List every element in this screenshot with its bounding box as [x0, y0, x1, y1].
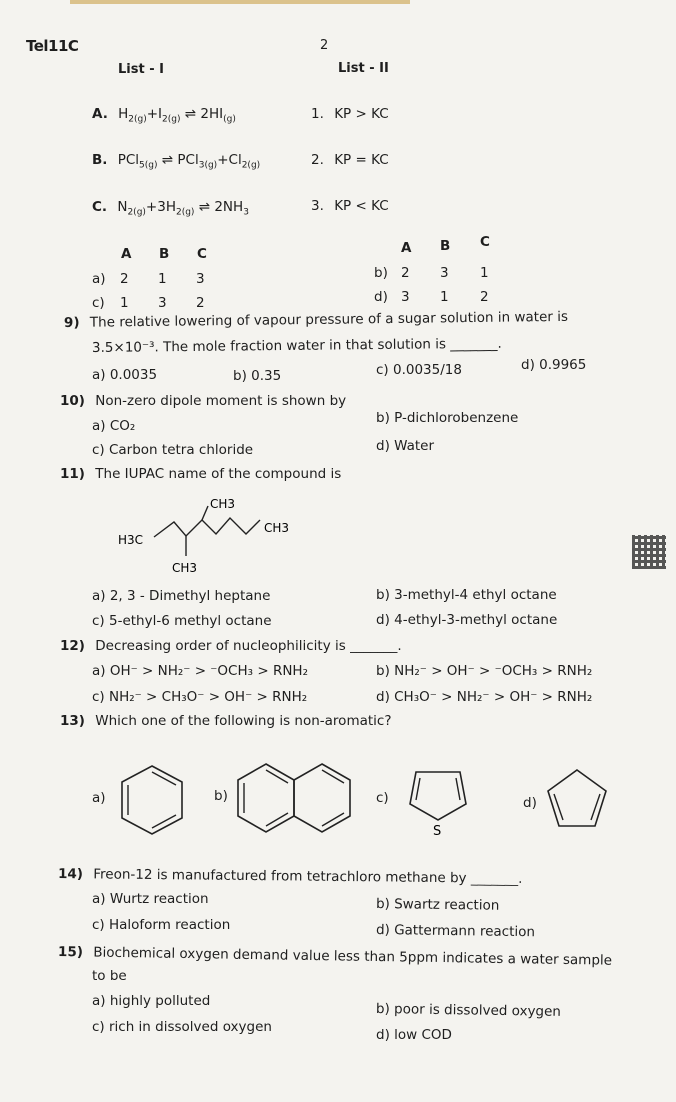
- option-label: d): [374, 289, 388, 305]
- reaction-c: $N_{2(g)}+3H_{2(g)}$ ⇌ $2NH_3$: [117, 199, 249, 218]
- question-number: 9): [63, 314, 80, 331]
- code-value: 1: [480, 265, 489, 281]
- col-a-head: A: [401, 240, 412, 256]
- relation-text: KP = KC: [334, 152, 389, 168]
- q15-option-c[interactable]: c) rich in dissolved oxygen: [92, 1019, 272, 1035]
- sulfur-atom-label: S: [433, 824, 442, 838]
- code-value: 3: [440, 265, 449, 281]
- question-14: [58, 866, 523, 887]
- row-letter: C.: [92, 199, 108, 215]
- option-c-code[interactable]: [92, 295, 205, 311]
- relation-text: KP > KC: [334, 106, 389, 122]
- relation-text: KP < KC: [334, 198, 389, 214]
- thiophene-structure[interactable]: [406, 762, 470, 838]
- reaction-a: $H_{2(g)}+I_{2(g)}$ ⇌ $2HI_{(g)}$: [118, 106, 236, 125]
- option-label: b): [374, 265, 388, 281]
- q13-option-d-label[interactable]: d): [523, 795, 537, 811]
- code-value: 2: [120, 271, 129, 287]
- code-value: 2: [480, 289, 489, 305]
- q10-option-d[interactable]: d) Water: [376, 438, 435, 454]
- paper-code: Tel11C: [26, 37, 79, 55]
- col-c-head: C: [480, 234, 490, 250]
- option-label: a): [92, 271, 106, 287]
- question-11: [60, 466, 341, 482]
- question-text: Decreasing order of nucleophilicity is _______.: [95, 638, 402, 654]
- q12-option-d[interactable]: d) CH₃O⁻ > NH₂⁻ > OH⁻ > RNH₂: [376, 689, 593, 705]
- question-text: The IUPAC name of the compound is: [95, 466, 342, 482]
- option-d-code[interactable]: [374, 289, 489, 305]
- q15-option-b[interactable]: b) poor is dissolved oxygen: [375, 1001, 562, 1020]
- question-number: 10): [60, 393, 85, 409]
- q10-option-a[interactable]: a) CO₂: [92, 418, 136, 434]
- q11-option-c[interactable]: c) 5-ethyl-6 methyl octane: [92, 613, 272, 629]
- code-value: 1: [120, 295, 129, 311]
- q10-option-c[interactable]: c) Carbon tetra chloride: [92, 442, 254, 458]
- q11-structure-diagram: [110, 494, 310, 580]
- match-relation-1: [311, 106, 389, 122]
- cyclopentadiene-structure[interactable]: [544, 766, 610, 832]
- question-12: [60, 638, 402, 654]
- option-label: c): [92, 295, 105, 311]
- label-bottom-ch3: CH3: [172, 561, 198, 575]
- code-value: 3: [401, 289, 410, 305]
- col-a-head: A: [121, 246, 132, 262]
- q11-option-d[interactable]: d) 4-ethyl-3-methyl octane: [376, 612, 558, 628]
- q9-option-d[interactable]: d) 0.9965: [521, 357, 587, 373]
- question-text: Which one of the following is non-aromatic?: [95, 713, 392, 729]
- col-c-head: C: [197, 246, 207, 262]
- question-text: The relative lowering of vapour pressure of a sugar solution in water is: [89, 308, 569, 331]
- question-9-line2: 3.5×10⁻³. The mole fraction water in that solution is _______.: [91, 335, 502, 356]
- q12-option-b[interactable]: b) NH₂⁻ > OH⁻ > ⁻OCH₃ > RNH₂: [376, 663, 593, 679]
- q9-option-b[interactable]: b) 0.35: [233, 368, 282, 384]
- question-text: Non-zero dipole moment is shown by: [95, 393, 347, 409]
- code-value: 2: [196, 295, 205, 311]
- col-b-head: B: [440, 238, 451, 254]
- carbon-chain: [154, 518, 260, 537]
- q14-option-a[interactable]: a) Wurtz reaction: [92, 891, 209, 907]
- q11-option-b[interactable]: b) 3-methyl-4 ethyl octane: [376, 587, 557, 603]
- question-number: 13): [60, 713, 85, 729]
- question-15: [58, 944, 612, 969]
- match-relation-3: [311, 198, 389, 214]
- list-1-heading: List - I: [118, 62, 164, 77]
- q12-option-a[interactable]: a) OH⁻ > NH₂⁻ > ⁻OCH₃ > RNH₂: [92, 663, 308, 679]
- code-value: 2: [401, 265, 410, 281]
- q15-option-a[interactable]: a) highly polluted: [92, 993, 211, 1009]
- q9-option-a[interactable]: a) 0.0035: [92, 367, 158, 383]
- q15-option-d[interactable]: d) low COD: [376, 1027, 452, 1043]
- relation-num: 2.: [311, 152, 324, 168]
- relation-num: 1.: [311, 106, 324, 122]
- question-number: 15): [57, 944, 84, 961]
- question-number: 14): [57, 866, 84, 883]
- q11-option-a[interactable]: a) 2, 3 - Dimethyl heptane: [92, 588, 271, 604]
- q13-option-a-label[interactable]: a): [92, 790, 106, 806]
- relation-num: 3.: [311, 198, 324, 214]
- option-a-code[interactable]: [92, 271, 205, 287]
- code-value: 3: [196, 271, 205, 287]
- label-right-ch3: CH3: [264, 521, 290, 535]
- match-row-c: [92, 199, 249, 218]
- q14-option-d[interactable]: d) Gattermann reaction: [375, 922, 536, 941]
- code-value: 1: [158, 271, 167, 287]
- match-row-b: [92, 152, 260, 171]
- question-15-line2: to be: [92, 968, 127, 984]
- col-b-head: B: [159, 246, 170, 262]
- label-top-ch3: CH3: [210, 497, 236, 511]
- question-10: [60, 393, 346, 409]
- question-number: 11): [60, 466, 85, 482]
- q13-option-b-label[interactable]: b): [214, 788, 228, 804]
- branch-bond-top: [202, 506, 208, 520]
- q13-option-c-label[interactable]: c): [376, 790, 389, 806]
- q14-option-b[interactable]: b) Swartz reaction: [375, 896, 500, 914]
- code-value: 3: [158, 295, 167, 311]
- question-9: [64, 309, 568, 331]
- label-h3c: H3C: [118, 533, 144, 547]
- page-number: 2: [320, 38, 329, 53]
- qr-code-icon: [632, 535, 666, 569]
- q10-option-b[interactable]: b) P-dichlorobenzene: [376, 410, 519, 426]
- question-text: Biochemical oxygen demand value less than 5ppm indicates a water sample: [93, 944, 613, 969]
- row-letter: B.: [92, 152, 108, 168]
- question-text: Freon-12 is manufactured from tetrachloro methane by _______.: [93, 866, 523, 887]
- match-row-a: [92, 106, 236, 125]
- q9-option-c[interactable]: c) 0.0035/18: [376, 362, 462, 378]
- match-relation-2: [311, 152, 389, 168]
- list-2-heading: List - II: [338, 61, 389, 76]
- code-value: 1: [440, 289, 449, 305]
- row-letter: A.: [92, 106, 108, 122]
- page-edge-strip: [70, 0, 410, 4]
- question-number: 12): [60, 638, 85, 654]
- q14-option-c[interactable]: c) Haloform reaction: [92, 917, 231, 933]
- question-13: [60, 713, 392, 729]
- q12-option-c[interactable]: c) NH₂⁻ > CH₃O⁻ > OH⁻ > RNH₂: [92, 689, 308, 705]
- option-b-code[interactable]: [374, 265, 489, 281]
- reaction-b: PCl$_{5(g)}$ ⇌ $PCl_{3(g)}+Cl_{2(g)}$: [117, 152, 261, 171]
- benzene-structure[interactable]: [116, 760, 188, 840]
- naphthalene-structure[interactable]: [236, 758, 354, 838]
